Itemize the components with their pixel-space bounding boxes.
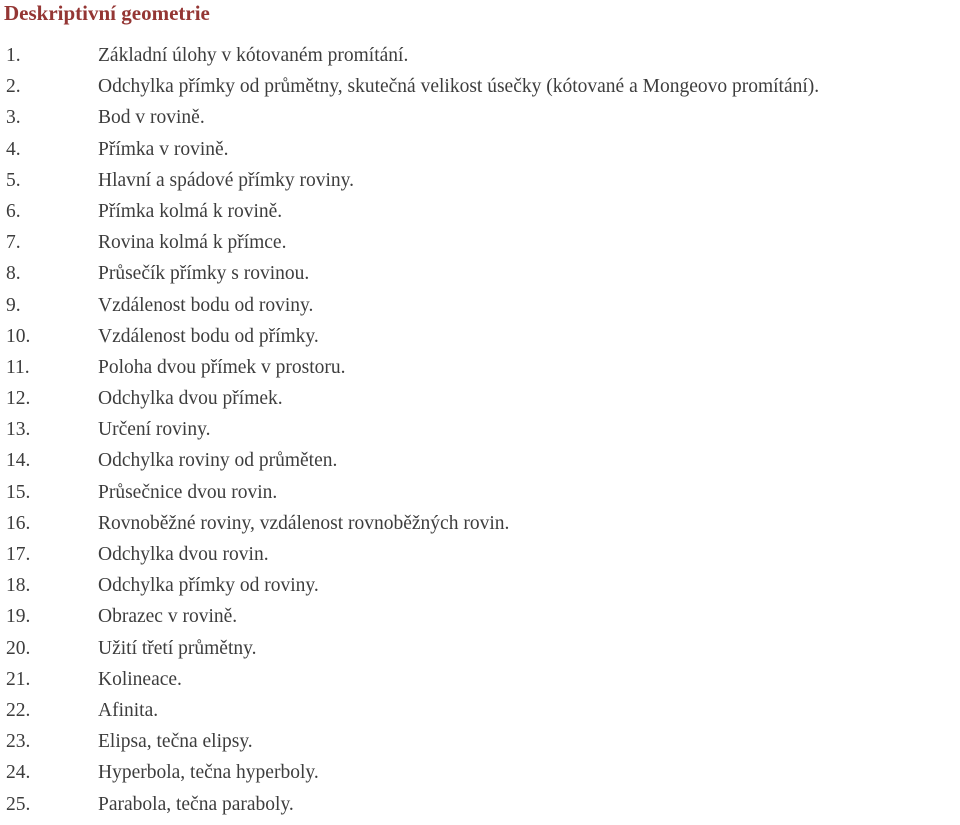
topic-number: 19. (6, 606, 31, 628)
topic-text: Odchylka dvou rovin. (98, 544, 269, 565)
topic-number: 10. (6, 325, 31, 347)
topic-number: 15. (6, 481, 31, 503)
topic-number: 9. (6, 294, 21, 316)
topic-text: Vzdálenost bodu od přímky. (98, 325, 319, 347)
topic-number: 4. (6, 138, 21, 160)
topic-text: Parabola, tečna paraboly. (98, 793, 294, 815)
topic-text: Hlavní a spádové přímky roviny. (98, 169, 354, 191)
topic-number: 8. (6, 263, 21, 285)
topic-text: Určení roviny. (98, 419, 211, 441)
topic-number: 25. (6, 793, 31, 815)
topic-number: 13. (6, 419, 31, 441)
topic-text: Odchylka přímky od průmětny, skutečná velikost úsečky (kótované a Mongeovo promítání). (98, 76, 820, 98)
topic-text: Poloha dvou přímek v prostoru. (98, 356, 346, 378)
topic-text: Průsečnice dvou rovin. (98, 481, 278, 503)
topic-number: 16. (6, 512, 31, 534)
topic-text: Odchylka roviny od průměten. (98, 450, 338, 472)
topic-number: 23. (6, 731, 31, 753)
topic-text: Užití třetí průmětny. (98, 637, 257, 659)
topic-number: 20. (6, 637, 31, 659)
topic-text: Afinita. (98, 699, 159, 721)
topic-number: 12. (6, 388, 31, 410)
topic-number: 22. (6, 699, 31, 721)
topic-number: 18. (6, 575, 31, 597)
topic-text: Hyperbola, tečna hyperboly. (98, 762, 319, 784)
topic-text: Rovnoběžné roviny, vzdálenost rovnoběžných rovin. (98, 512, 510, 534)
topic-number: 17. (6, 544, 31, 565)
topic-text: Průsečík přímky s rovinou. (98, 263, 310, 285)
topic-text: Přímka v rovině. (98, 138, 229, 160)
topic-text: Odchylka přímky od roviny. (98, 575, 319, 597)
topic-text: Odchylka dvou přímek. (98, 388, 283, 410)
topic-number: 21. (6, 668, 31, 690)
topic-number: 14. (6, 450, 31, 472)
topic-text: Základní úlohy v kótovaném promítání. (98, 45, 409, 66)
topic-number: 7. (6, 232, 21, 254)
topic-number: 2. (6, 76, 21, 98)
topic-number: 11. (6, 356, 30, 378)
topic-number: 5. (6, 169, 21, 191)
topic-text: Obrazec v rovině. (98, 606, 238, 628)
topic-number: 6. (6, 200, 21, 222)
topic-number: 24. (6, 762, 31, 784)
topic-text: Kolineace. (98, 668, 182, 690)
topic-text: Přímka kolmá k rovině. (98, 200, 283, 222)
topic-text: Vzdálenost bodu od roviny. (98, 294, 314, 316)
topic-text: Elipsa, tečna elipsy. (98, 731, 253, 753)
topic-text: Bod v rovině. (98, 107, 205, 129)
topic-number: 1. (6, 45, 21, 66)
topic-text: Rovina kolmá k přímce. (98, 232, 287, 254)
topic-number: 3. (6, 107, 21, 129)
document-title: Deskriptivní geometrie (4, 1, 210, 25)
